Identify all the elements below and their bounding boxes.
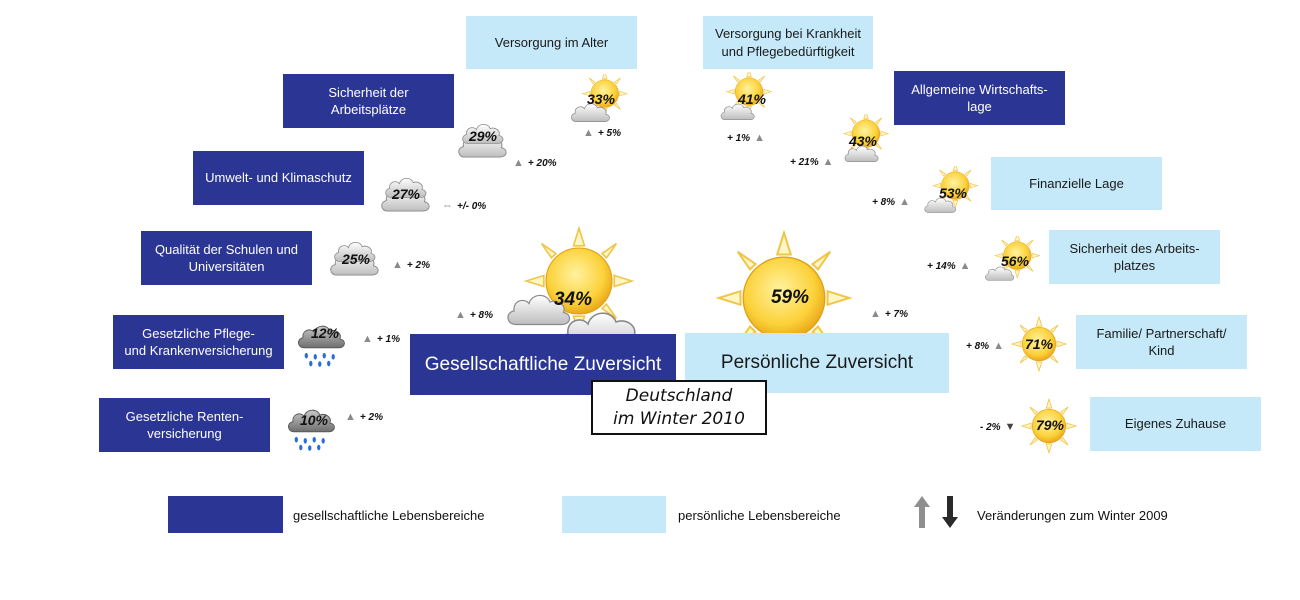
label-persoenliche-zuversicht: Persönliche Zuversicht — [685, 333, 949, 393]
change-familie: + 8% ▲ — [966, 340, 1004, 352]
arrow-up-icon: ▲ — [392, 259, 403, 271]
arrow-up-icon: ▲ — [959, 260, 971, 272]
change-qualitaet-schulen: ▲ + 2% — [392, 259, 430, 271]
arrow-up-icon: ▲ — [362, 333, 373, 345]
legend-label-veraenderung: Veränderungen zum Winter 2009 — [977, 508, 1168, 523]
label-finanzielle-lage: Finanzielle Lage — [991, 157, 1162, 210]
value-rentenversicherung: 10% — [299, 412, 329, 428]
value-pflege-krankenversicherung: 12% — [310, 325, 340, 341]
label-sicherheit-arbeitsplaetze: Sicherheit der Arbeitsplätze — [283, 74, 454, 128]
label-versorgung-alter: Versorgung im Alter — [466, 16, 637, 69]
arrow-neutral-icon: ⇔ — [442, 200, 453, 212]
change-pflege-krankenversicherung: ▲ + 1% — [362, 333, 400, 345]
label-pflege-krankenversicherung: Gesetzliche Pflege- und Krankenversicherung — [113, 315, 284, 369]
change-persoenliche-zuversicht: ▲ + 7% — [870, 308, 908, 320]
sun-cloud-icon — [502, 226, 652, 338]
label-qualitaet-schulen: Qualität der Schulen und Universitäten — [141, 231, 312, 285]
value-qualitaet-schulen: 25% — [341, 251, 371, 267]
legend-swatch-persoenlich — [562, 496, 666, 533]
arrow-up-icon: ▲ — [899, 196, 910, 208]
arrow-up-icon: ▲ — [870, 308, 881, 320]
value-finanzielle-lage: 53% — [938, 185, 968, 201]
change-finanzielle-lage: + 8% ▲ — [872, 196, 910, 208]
value-familie: 71% — [1024, 336, 1054, 352]
change-eigenes-zuhause: - 2% ▼ — [980, 421, 1016, 433]
value-umwelt-klimaschutz: 27% — [391, 186, 421, 202]
legend-label-gesellschaftlich: gesellschaftliche Lebensbereiche — [293, 508, 485, 523]
legend-swatch-gesellschaftlich — [168, 496, 283, 533]
change-sicherheit-arbeitsplaetze: ▲ + 20% — [513, 157, 557, 169]
arrow-up-icon: ▲ — [822, 156, 834, 168]
change-versorgung-alter: ▲ + 5% — [583, 127, 621, 139]
arrow-up-icon: ▲ — [455, 309, 466, 321]
label-umwelt-klimaschutz: Umwelt- und Klimaschutz — [193, 151, 364, 205]
chart-title: Deutschland im Winter 2010 — [591, 380, 767, 435]
value-wirtschaftslage: 43% — [848, 133, 878, 149]
legend-label-persoenlich: persönliche Lebensbereiche — [678, 508, 841, 523]
change-gesellschaftliche-zuversicht: ▲ + 8% — [455, 309, 493, 321]
arrow-up-icon: ▲ — [345, 411, 356, 423]
arrow-up-icon — [912, 495, 932, 529]
label-versorgung-krankheit: Versorgung bei Krankheit und Pflegebedürftigkeit — [703, 16, 873, 69]
arrow-down-icon: ▼ — [1004, 421, 1016, 433]
arrow-down-icon — [940, 495, 960, 529]
value-sicherheit-arbeitsplatz: 56% — [1000, 253, 1030, 269]
value-versorgung-krankheit: 41% — [737, 91, 767, 107]
arrow-up-icon: ▲ — [513, 157, 524, 169]
label-sicherheit-arbeitsplatz: Sicherheit des Arbeits- platzes — [1049, 230, 1220, 284]
value-sicherheit-arbeitsplaetze: 29% — [468, 128, 498, 144]
arrow-up-icon: ▲ — [583, 127, 594, 139]
change-versorgung-krankheit: + 1% ▲ — [727, 132, 765, 144]
value-gesellschaftliche-zuversicht: 34% — [553, 289, 593, 310]
label-allgemeine-wirtschaftslage: Allgemeine Wirtschafts- lage — [894, 71, 1065, 125]
arrow-up-icon: ▲ — [993, 340, 1004, 352]
label-rentenversicherung: Gesetzliche Renten- versicherung — [99, 398, 270, 452]
change-wirtschaftslage: + 21% ▲ — [790, 156, 834, 168]
label-familie-partnerschaft: Familie/ Partnerschaft/ Kind — [1076, 315, 1247, 369]
arrow-up-icon: ▲ — [754, 132, 765, 144]
value-eigenes-zuhause: 79% — [1035, 417, 1065, 433]
value-persoenliche-zuversicht: 59% — [770, 287, 810, 308]
change-umwelt-klimaschutz: ⇔ +/- 0% — [442, 200, 487, 212]
change-rentenversicherung: ▲ + 2% — [345, 411, 383, 423]
label-gesellschaftliche-zuversicht: Gesellschaftliche Zuversicht — [410, 334, 676, 395]
change-sicherheit-arbeitsplatz: + 14% ▲ — [927, 260, 971, 272]
value-versorgung-alter: 33% — [586, 91, 616, 107]
label-eigenes-zuhause: Eigenes Zuhause — [1090, 397, 1261, 451]
